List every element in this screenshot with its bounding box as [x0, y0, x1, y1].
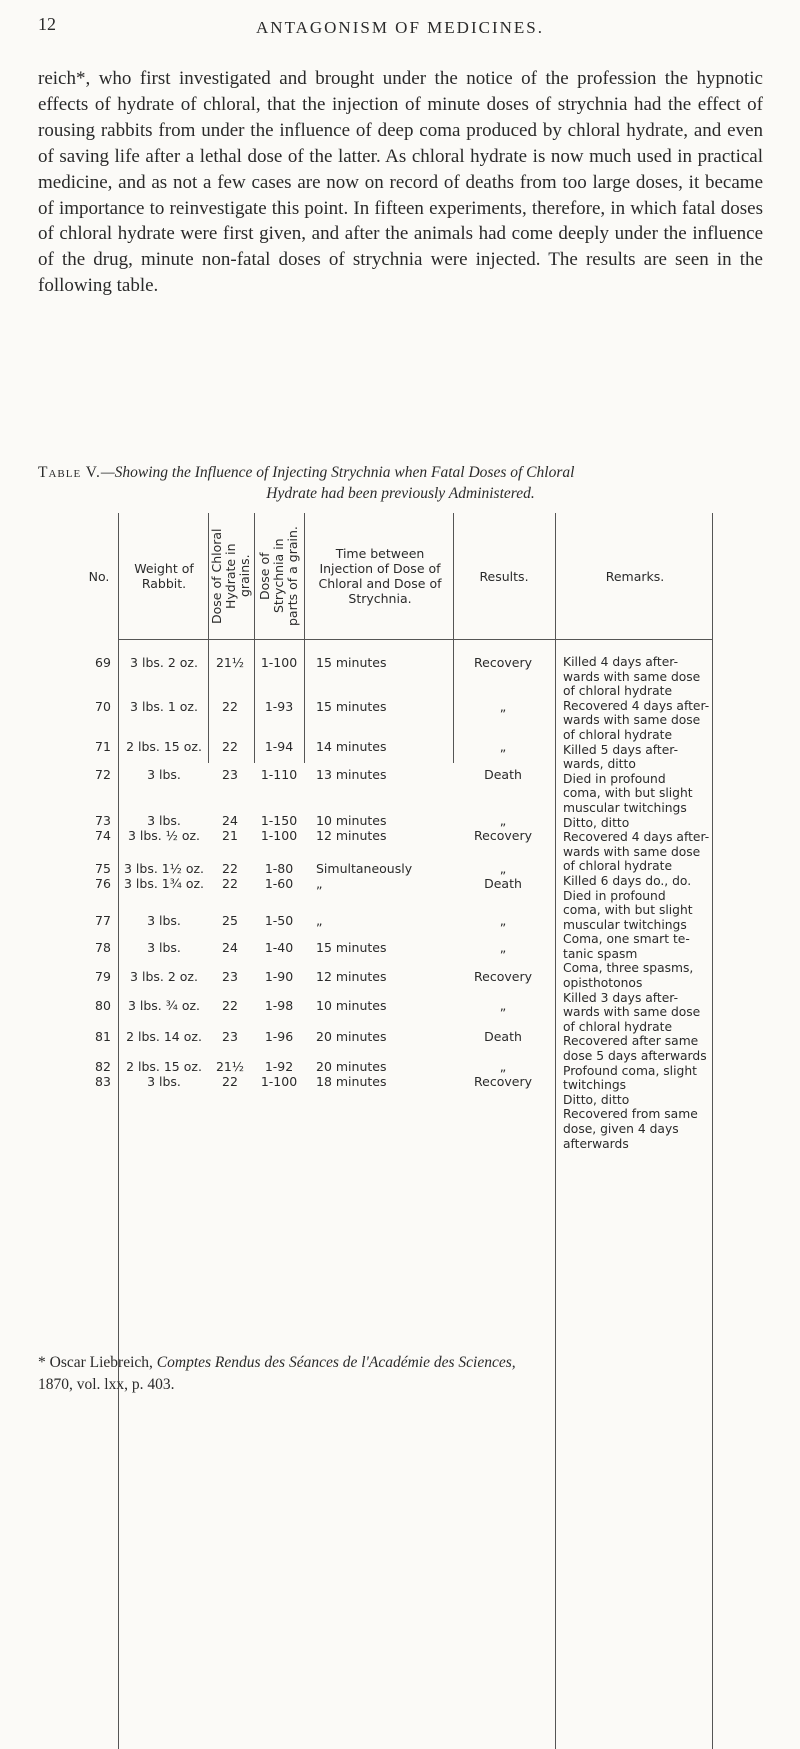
- cell-time: 10 minutes: [316, 998, 387, 1013]
- cell-weight: 3 lbs. 2 oz.: [130, 969, 198, 984]
- remarks-line: twitchings: [563, 1078, 627, 1093]
- cell-chloral: 23: [222, 767, 238, 782]
- cell-result: „: [499, 861, 507, 876]
- cell-result: „: [499, 940, 507, 955]
- body-paragraph: reich*, who first investigated and brought under the notice of the profession the hypnotic effects of hydrate of chloral, that the injection of minute doses of strychnia had the effect of rousing rabbits from under the influence of deep coma produced by chloral hydrate, and even of saving life after a lethal dose of the latter. As chloral hydrate is now much used in practical medicine, and as not a few cases are now on record of deaths from too large doses, it became of importance to reinvestigate this point. In fifteen experiments, therefore, in which fatal doses of chloral hydrate were first given, and after the animals had come deeply under the influence of the drug, minute non-fatal doses of strychnia were injected. The results are seen in the following table.: [38, 68, 763, 297]
- cell-time: 18 minutes: [316, 1074, 387, 1089]
- remarks-line: of chloral hydrate: [563, 727, 673, 742]
- cell-time: 20 minutes: [316, 1029, 387, 1044]
- remarks-line: Recovered 4 days after-: [563, 830, 710, 845]
- remarks-line: Killed 5 days after-: [563, 742, 679, 757]
- cell-strychnia: 1-60: [264, 876, 294, 891]
- remarks-line: afterwards: [563, 1136, 629, 1151]
- cell-time: „: [316, 913, 323, 928]
- cell-no: 78: [95, 940, 111, 955]
- cell-result: „: [499, 699, 507, 714]
- remarks-line: Killed 3 days after-: [563, 990, 679, 1005]
- column-rule: [118, 513, 119, 1749]
- cell-no: 81: [95, 1029, 111, 1044]
- cell-time: 10 minutes: [316, 813, 387, 828]
- remarks-line: wards, ditto: [563, 757, 636, 772]
- remarks-line: dose 5 days afterwards: [563, 1049, 707, 1064]
- footnote-citation: 1870, vol. lxx, p. 403.: [38, 1376, 175, 1393]
- remarks-column: [563, 655, 711, 1151]
- remarks-line: wards with same dose: [563, 669, 701, 684]
- table-caption: [38, 462, 763, 504]
- remarks-line: coma, with but slight: [563, 786, 693, 801]
- table-title-line-2: Hydrate had been previously Administered.: [266, 485, 535, 502]
- cell-weight: 3 lbs. 2 oz.: [130, 655, 198, 670]
- cell-strychnia: 1-80: [264, 861, 294, 876]
- cell-weight: 3 lbs.: [147, 940, 181, 955]
- remarks-line: wards with same dose: [563, 844, 701, 859]
- cell-strychnia: 1-93: [264, 699, 294, 714]
- cell-chloral: 22: [222, 998, 238, 1013]
- cell-weight: 3 lbs.: [147, 813, 181, 828]
- cell-no: 69: [95, 655, 111, 670]
- cell-time: 13 minutes: [316, 767, 387, 782]
- remarks-line: of chloral hydrate: [563, 684, 673, 699]
- cell-result: „: [499, 739, 507, 754]
- remarks-line: Recovered after same: [563, 1034, 699, 1049]
- cell-weight: 2 lbs. 14 oz.: [126, 1029, 202, 1044]
- header-no: No.: [88, 568, 110, 584]
- cell-chloral: 25: [222, 913, 238, 928]
- cell-no: 79: [95, 969, 111, 984]
- column-rule: [555, 513, 556, 1749]
- remarks-line: tanic spasm: [563, 946, 638, 961]
- cell-chloral: 24: [222, 940, 238, 955]
- remarks-line: of chloral hydrate: [563, 1019, 673, 1034]
- cell-result: „: [499, 998, 507, 1013]
- remarks-line: Ditto, ditto: [563, 815, 630, 830]
- cell-time: „: [316, 876, 323, 891]
- header-weight: Weight of Rabbit.: [134, 561, 194, 591]
- cell-chloral: 23: [222, 1029, 238, 1044]
- remarks-line: Coma, one smart te-: [563, 932, 690, 947]
- cell-no: 75: [95, 861, 111, 876]
- cell-strychnia: 1-100: [260, 1074, 298, 1089]
- cell-no: 74: [95, 828, 111, 843]
- cell-time: 15 minutes: [316, 655, 387, 670]
- cell-strychnia: 1-50: [264, 913, 294, 928]
- cell-weight: 3 lbs.: [147, 913, 181, 928]
- remarks-line: Killed 6 days do., do.: [563, 873, 692, 888]
- cell-no: 70: [95, 699, 111, 714]
- cell-time: 12 minutes: [316, 828, 387, 843]
- cell-weight: 3 lbs. 1¾ oz.: [123, 876, 205, 891]
- cell-result: Recovery: [474, 969, 532, 984]
- page-number: 12: [38, 14, 56, 34]
- cell-weight: 3 lbs. ½ oz.: [127, 828, 201, 843]
- cell-strychnia: 1-150: [260, 813, 298, 828]
- cell-chloral: 24: [222, 813, 238, 828]
- cell-time: 15 minutes: [316, 699, 387, 714]
- remarks-line: Died in profound: [563, 771, 666, 786]
- cell-strychnia: 1-100: [260, 828, 298, 843]
- cell-time: 14 minutes: [316, 739, 387, 754]
- header-time: Time between Injection of Dose of Chloral and Dose of Strychnia.: [318, 546, 442, 606]
- cell-strychnia: 1-98: [264, 998, 294, 1013]
- cell-chloral: 21½: [215, 655, 245, 670]
- cell-result: Death: [484, 1029, 522, 1044]
- cell-strychnia: 1-110: [260, 767, 298, 782]
- remarks-line: opisthotonos: [563, 976, 643, 991]
- cell-chloral: 21: [222, 828, 238, 843]
- cell-no: 76: [95, 876, 111, 891]
- cell-chloral: 22: [222, 1074, 238, 1089]
- cell-result: Death: [484, 876, 522, 891]
- remarks-line: dose, given 4 days: [563, 1122, 679, 1136]
- table-label: Table V.: [38, 464, 101, 481]
- cell-chloral: 22: [222, 861, 238, 876]
- remarks-line: muscular twitchings: [563, 800, 687, 815]
- header-chloral-text: Dose of Chloral Hydrate in grains.: [209, 528, 252, 624]
- column-rule: [254, 513, 255, 763]
- column-rule: [304, 513, 305, 763]
- remarks-line: muscular twitchings: [563, 917, 687, 932]
- remarks-line: coma, with but slight: [563, 903, 693, 918]
- cell-chloral: 22: [222, 739, 238, 754]
- cell-chloral: 22: [222, 876, 238, 891]
- cell-time: Simultaneously: [316, 861, 413, 876]
- remarks-line: wards with same dose: [563, 1005, 701, 1020]
- cell-result: „: [499, 913, 507, 928]
- cell-no: 72: [95, 767, 111, 782]
- cell-time: 20 minutes: [316, 1059, 387, 1074]
- remarks-line: of chloral hydrate: [563, 859, 673, 874]
- cell-no: 77: [95, 913, 111, 928]
- header-chloral: [210, 521, 252, 631]
- cell-weight: 3 lbs. ¾ oz.: [127, 998, 201, 1013]
- footnote-author: * Oscar Liebreich,: [38, 1354, 153, 1371]
- remarks-line: Coma, three spasms,: [563, 961, 694, 976]
- cell-result: Recovery: [474, 1074, 532, 1089]
- cell-strychnia: 1-90: [264, 969, 294, 984]
- header-remarks: Remarks.: [605, 568, 665, 584]
- header-strychnia: [256, 521, 302, 631]
- cell-chloral: 21½: [215, 1059, 245, 1074]
- remarks-line: Died in profound: [563, 888, 666, 903]
- header-strychnia-text: Dose of Strychnia in parts of a grain.: [257, 526, 300, 626]
- cell-time: 15 minutes: [316, 940, 387, 955]
- remarks-line: Killed 4 days after-: [563, 655, 679, 669]
- cell-weight: 3 lbs. 1½ oz.: [123, 861, 205, 876]
- cell-weight: 2 lbs. 15 oz.: [126, 739, 202, 754]
- remarks-line: Profound coma, slight: [563, 1063, 697, 1078]
- cell-strychnia: 1-40: [264, 940, 294, 955]
- cell-time: 12 minutes: [316, 969, 387, 984]
- cell-weight: 3 lbs. 1 oz.: [130, 699, 198, 714]
- cell-strychnia: 1-92: [264, 1059, 294, 1074]
- footnote: [38, 1352, 763, 1396]
- running-head: ANTAGONISM OF MEDICINES.: [256, 18, 544, 37]
- column-rule: [712, 513, 713, 1749]
- cell-result: Death: [484, 767, 522, 782]
- remarks-line: Recovered from same: [563, 1107, 698, 1122]
- cell-result: Recovery: [474, 828, 532, 843]
- cell-no: 73: [95, 813, 111, 828]
- header-rule: [118, 639, 713, 640]
- cell-strychnia: 1-94: [264, 739, 294, 754]
- remarks-line: wards with same dose: [563, 713, 701, 728]
- cell-strychnia: 1-100: [260, 655, 298, 670]
- remarks-line: Recovered 4 days after-: [563, 698, 710, 713]
- cell-no: 83: [95, 1074, 111, 1089]
- table-title-line-1: —Showing the Influence of Injecting Strychnia when Fatal Doses of Chloral: [100, 464, 575, 481]
- cell-weight: 3 lbs.: [147, 767, 181, 782]
- cell-no: 80: [95, 998, 111, 1013]
- cell-chloral: 22: [222, 699, 238, 714]
- footnote-journal: Comptes Rendus des Séances de l'Académie des Sciences,: [156, 1354, 516, 1371]
- cell-weight: 3 lbs.: [147, 1074, 181, 1089]
- cell-chloral: 23: [222, 969, 238, 984]
- cell-weight: 2 lbs. 15 oz.: [126, 1059, 202, 1074]
- cell-result: „: [499, 1059, 507, 1074]
- cell-result: „: [499, 813, 507, 828]
- cell-no: 82: [95, 1059, 111, 1074]
- column-rule: [453, 513, 454, 763]
- remarks-line: Ditto, ditto: [563, 1092, 630, 1107]
- cell-no: 71: [95, 739, 111, 754]
- header-results: Results.: [479, 568, 529, 584]
- cell-result: Recovery: [474, 655, 532, 670]
- cell-strychnia: 1-96: [264, 1029, 294, 1044]
